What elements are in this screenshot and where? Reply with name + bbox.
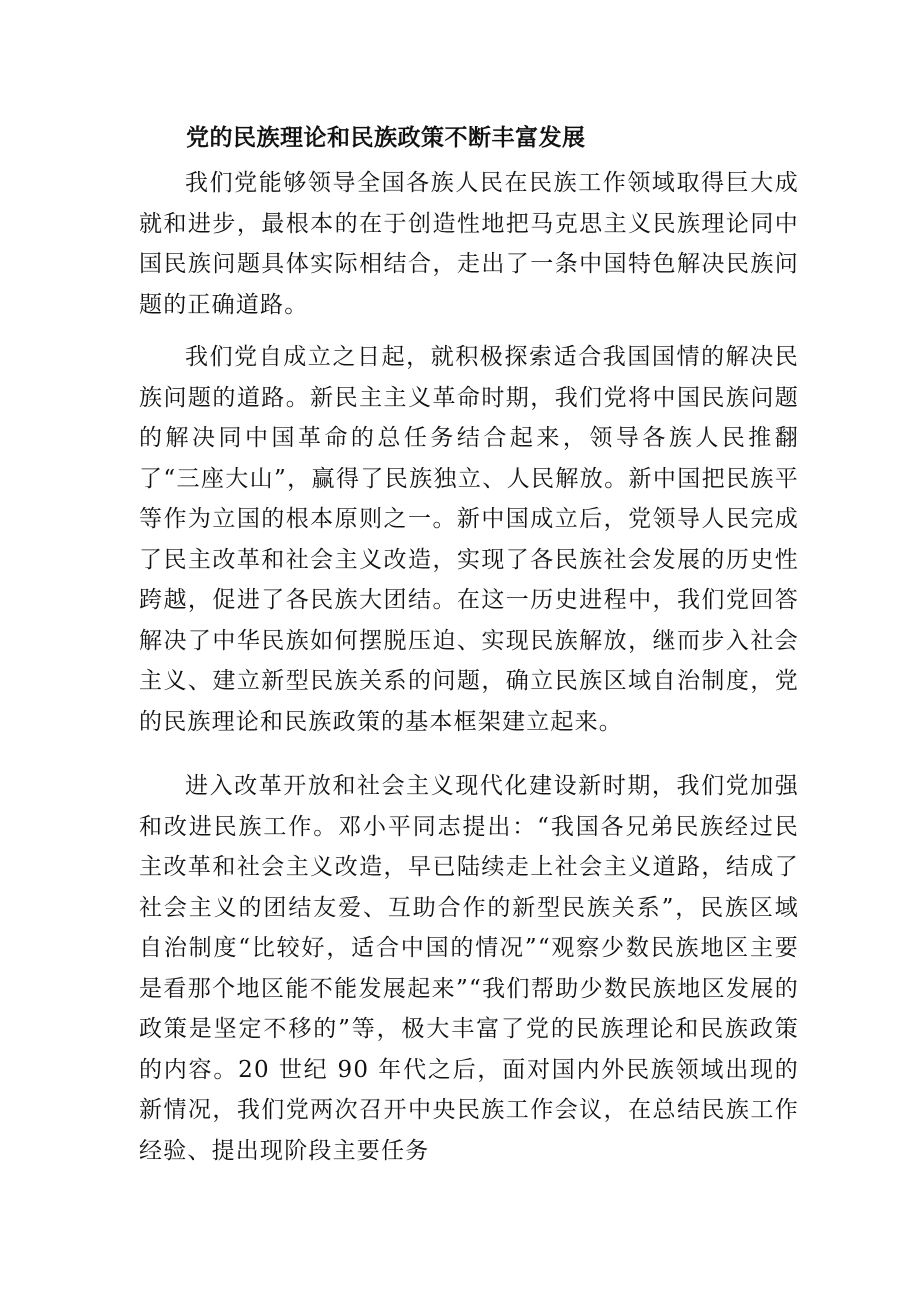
paragraph-2: 我们党自成立之日起，就积极探索适合我国国情的解决民族问题的道路。新民主主义革命时期，我们党将中国民族问题的解决同中国革命的总任务结合起来，领导各族人民推翻了“三座大山”，赢得了民族独立、人民解放。新中国把民族平等作为立国的根本原则之一。新中国成立后，党领导人民完成了民主改革和社会主义改造，实现了各民族社会发展的历史性跨越，促进了各民族大团结。在这一历史进程中，我们党回答解决了中华民族如何摆脱压迫、实现民族解放，继而步入社会主义、建立新型民族关系的问题，确立民族区域自治制度，党的民族理论和民族政策的基本框架建立起来。	[139, 344, 799, 735]
document-title: 党的民族理论和民族政策不断丰富发展	[186, 125, 586, 151]
paragraph-3: 进入改革开放和社会主义现代化建设新时期，我们党加强和改进民族工作。邓小平同志提出：“我国各兄弟民族经过民主改革和社会主义改造，早已陆续走上社会主义道路，结成了社会主义的团结友爱、互助合作的新型民族关系”，民族区域自治制度“比较好，适合中国的情况”“观察少数民族地区主要是看那个地区能不能发展起来”“我们帮助少数民族地区发展的政策是坚定不移的”等，极大丰富了党的民族理论和民族政策的内容。20 世纪 90 年代之后，面对国内外民族领域出现的新情况，我们党两次召开中央民族工作会议，在总结民族工作经验、提出现阶段主要任务	[139, 773, 799, 1164]
paragraph-1: 我们党能够领导全国各族人民在民族工作领域取得巨大成就和进步，最根本的在于创造性地把马克思主义民族理论同中国民族问题具体实际相结合，走出了一条中国特色解决民族问题的正确道路。	[139, 170, 799, 318]
